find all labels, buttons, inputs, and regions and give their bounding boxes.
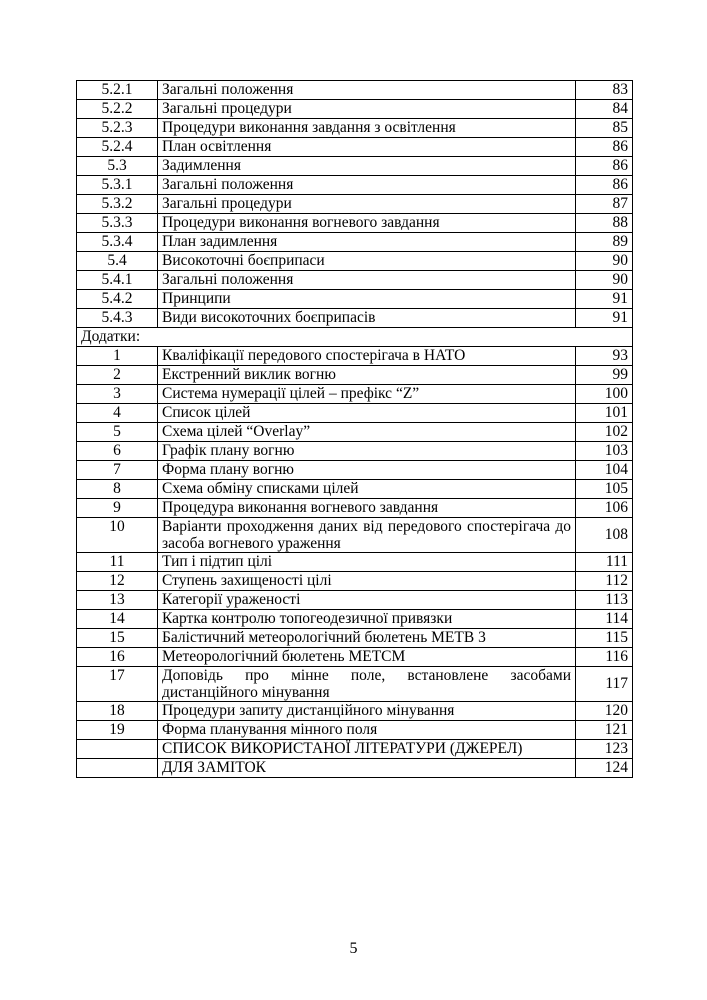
page-ref: 111	[576, 553, 633, 572]
section-number: 5.4.1	[77, 271, 158, 290]
page-ref: 123	[576, 740, 633, 759]
table-row	[77, 347, 633, 366]
page-ref: 113	[576, 591, 633, 610]
section-number: 5.3.2	[77, 195, 158, 214]
table-row	[77, 442, 633, 461]
section-title: План освітлення	[158, 138, 576, 157]
page-ref: 93	[576, 347, 633, 366]
page-ref: 87	[576, 195, 633, 214]
section-title: Загальні процедури	[158, 100, 576, 119]
appendix-title: Форма плану вогню	[158, 461, 576, 480]
notes-title: ДЛЯ ЗАМІТОК	[158, 759, 576, 778]
table-row	[77, 740, 633, 759]
page-ref: 100	[576, 385, 633, 404]
section-number: 5.3.3	[77, 214, 158, 233]
page-ref: 88	[576, 214, 633, 233]
section-number: 5.4.3	[77, 309, 158, 328]
page-number: 5	[349, 940, 358, 957]
page-ref: 116	[576, 648, 633, 667]
table-row	[77, 214, 633, 233]
table-row	[77, 610, 633, 629]
appendix-number: 5	[77, 423, 158, 442]
section-number: 5.2.3	[77, 119, 158, 138]
appendix-number: 16	[77, 648, 158, 667]
appendix-number: 9	[77, 499, 158, 518]
table-row	[77, 138, 633, 157]
page-ref: 124	[576, 759, 633, 778]
page-ref: 112	[576, 572, 633, 591]
table-of-contents	[76, 80, 633, 778]
appendix-title: Ступень захищеності цілі	[158, 572, 576, 591]
appendix-title: Доповідь про мінне поле, встановлене засобами дистанційного мінування	[158, 667, 576, 702]
section-number: 5.3.1	[77, 176, 158, 195]
page-ref: 99	[576, 366, 633, 385]
section-title: Задимлення	[158, 157, 576, 176]
page-ref: 104	[576, 461, 633, 480]
section-number: 5.4.2	[77, 290, 158, 309]
page-ref: 85	[576, 119, 633, 138]
page-ref: 106	[576, 499, 633, 518]
appendix-number: 11	[77, 553, 158, 572]
section-title: Види високоточних боєприпасів	[158, 309, 576, 328]
table-row	[77, 233, 633, 252]
section-title: Загальні положення	[158, 81, 576, 100]
table-row	[77, 518, 633, 553]
section-title: Загальні процедури	[158, 195, 576, 214]
appendix-title: Процедура виконання вогневого завдання	[158, 499, 576, 518]
table-row	[77, 176, 633, 195]
appendix-number: 17	[77, 667, 158, 702]
appendix-title: Форма планування мінного поля	[158, 721, 576, 740]
appendix-title: Система нумерації цілей – префікс “Z”	[158, 385, 576, 404]
page-ref: 108	[576, 518, 633, 553]
appendix-number: 14	[77, 610, 158, 629]
table-row	[77, 423, 633, 442]
page-ref: 91	[576, 309, 633, 328]
table-row	[77, 385, 633, 404]
page-ref: 84	[576, 100, 633, 119]
toc-body	[77, 81, 633, 778]
table-row	[77, 404, 633, 423]
table-row	[77, 461, 633, 480]
table-row	[77, 157, 633, 176]
section-number: 5.2.2	[77, 100, 158, 119]
section-title: Загальні положення	[158, 176, 576, 195]
appendix-title: Метеорологічний бюлетень МЕТСМ	[158, 648, 576, 667]
page-ref: 86	[576, 138, 633, 157]
appendix-title: Картка контролю топогеодезичної привязки	[158, 610, 576, 629]
appendix-title: Варіанти проходження даних від передового спостерігача до засоба вогневого ураження	[158, 518, 576, 553]
section-title: Загальні положення	[158, 271, 576, 290]
table-row	[77, 480, 633, 499]
appendix-number: 18	[77, 702, 158, 721]
section-number: 5.3.4	[77, 233, 158, 252]
appendix-title: Схема цілей “Overlay”	[158, 423, 576, 442]
appendix-number: 3	[77, 385, 158, 404]
table-row	[77, 252, 633, 271]
page-ref: 101	[576, 404, 633, 423]
page-ref: 90	[576, 252, 633, 271]
appendix-title: Процедури запиту дистанційного мінування	[158, 702, 576, 721]
appendix-number	[77, 740, 158, 759]
table-row	[77, 309, 633, 328]
page-ref: 105	[576, 480, 633, 499]
table-row	[77, 759, 633, 778]
table-row	[77, 366, 633, 385]
table-row	[77, 553, 633, 572]
page-ref: 91	[576, 290, 633, 309]
appendix-heading-row	[77, 328, 633, 347]
table-row	[77, 591, 633, 610]
table-row	[77, 572, 633, 591]
appendix-title: Категорії ураженості	[158, 591, 576, 610]
section-title: Процедури виконання вогневого завдання	[158, 214, 576, 233]
page-ref: 103	[576, 442, 633, 461]
table-row	[77, 702, 633, 721]
appendix-title: Список цілей	[158, 404, 576, 423]
appendix-number: 10	[77, 518, 158, 553]
bibliography-title: СПИСОК ВИКОРИСТАНОЇ ЛІТЕРАТУРИ (ДЖЕРЕЛ)	[158, 740, 576, 759]
appendix-number: 8	[77, 480, 158, 499]
page-ref: 115	[576, 629, 633, 648]
section-title: План задимлення	[158, 233, 576, 252]
section-number: 5.3	[77, 157, 158, 176]
table-row	[77, 100, 633, 119]
section-title: Принципи	[158, 290, 576, 309]
appendix-number: 12	[77, 572, 158, 591]
appendix-number: 7	[77, 461, 158, 480]
page-ref: 120	[576, 702, 633, 721]
appendix-number: 19	[77, 721, 158, 740]
table-row	[77, 667, 633, 702]
page-ref: 102	[576, 423, 633, 442]
table-row	[77, 648, 633, 667]
page-ref: 90	[576, 271, 633, 290]
appendix-number	[77, 759, 158, 778]
page-ref: 117	[576, 667, 633, 702]
appendix-number: 15	[77, 629, 158, 648]
appendix-number: 2	[77, 366, 158, 385]
section-number: 5.2.4	[77, 138, 158, 157]
page-ref: 114	[576, 610, 633, 629]
appendix-number: 13	[77, 591, 158, 610]
page-ref: 121	[576, 721, 633, 740]
section-number: 5.2.1	[77, 81, 158, 100]
appendix-heading: Додатки:	[77, 328, 633, 347]
table-row	[77, 119, 633, 138]
appendix-title: Тип і підтип цілі	[158, 553, 576, 572]
appendix-title: Екстренний виклик вогню	[158, 366, 576, 385]
appendix-number: 1	[77, 347, 158, 366]
table-row	[77, 290, 633, 309]
appendix-title: Графік плану вогню	[158, 442, 576, 461]
table-row	[77, 195, 633, 214]
table-row	[77, 271, 633, 290]
appendix-title: Схема обміну списками цілей	[158, 480, 576, 499]
appendix-number: 4	[77, 404, 158, 423]
page-ref: 83	[576, 81, 633, 100]
appendix-title: Кваліфікації передового спостерігача в НАТО	[158, 347, 576, 366]
appendix-number: 6	[77, 442, 158, 461]
table-row	[77, 721, 633, 740]
page-ref: 89	[576, 233, 633, 252]
page-ref: 86	[576, 157, 633, 176]
page-ref: 86	[576, 176, 633, 195]
section-title: Високоточні боєприпаси	[158, 252, 576, 271]
table-row	[77, 499, 633, 518]
section-title: Процедури виконання завдання з освітлення	[158, 119, 576, 138]
appendix-title: Балістичний метеорологічний бюлетень МЕТВ 3	[158, 629, 576, 648]
table-row	[77, 81, 633, 100]
section-number: 5.4	[77, 252, 158, 271]
table-row	[77, 629, 633, 648]
